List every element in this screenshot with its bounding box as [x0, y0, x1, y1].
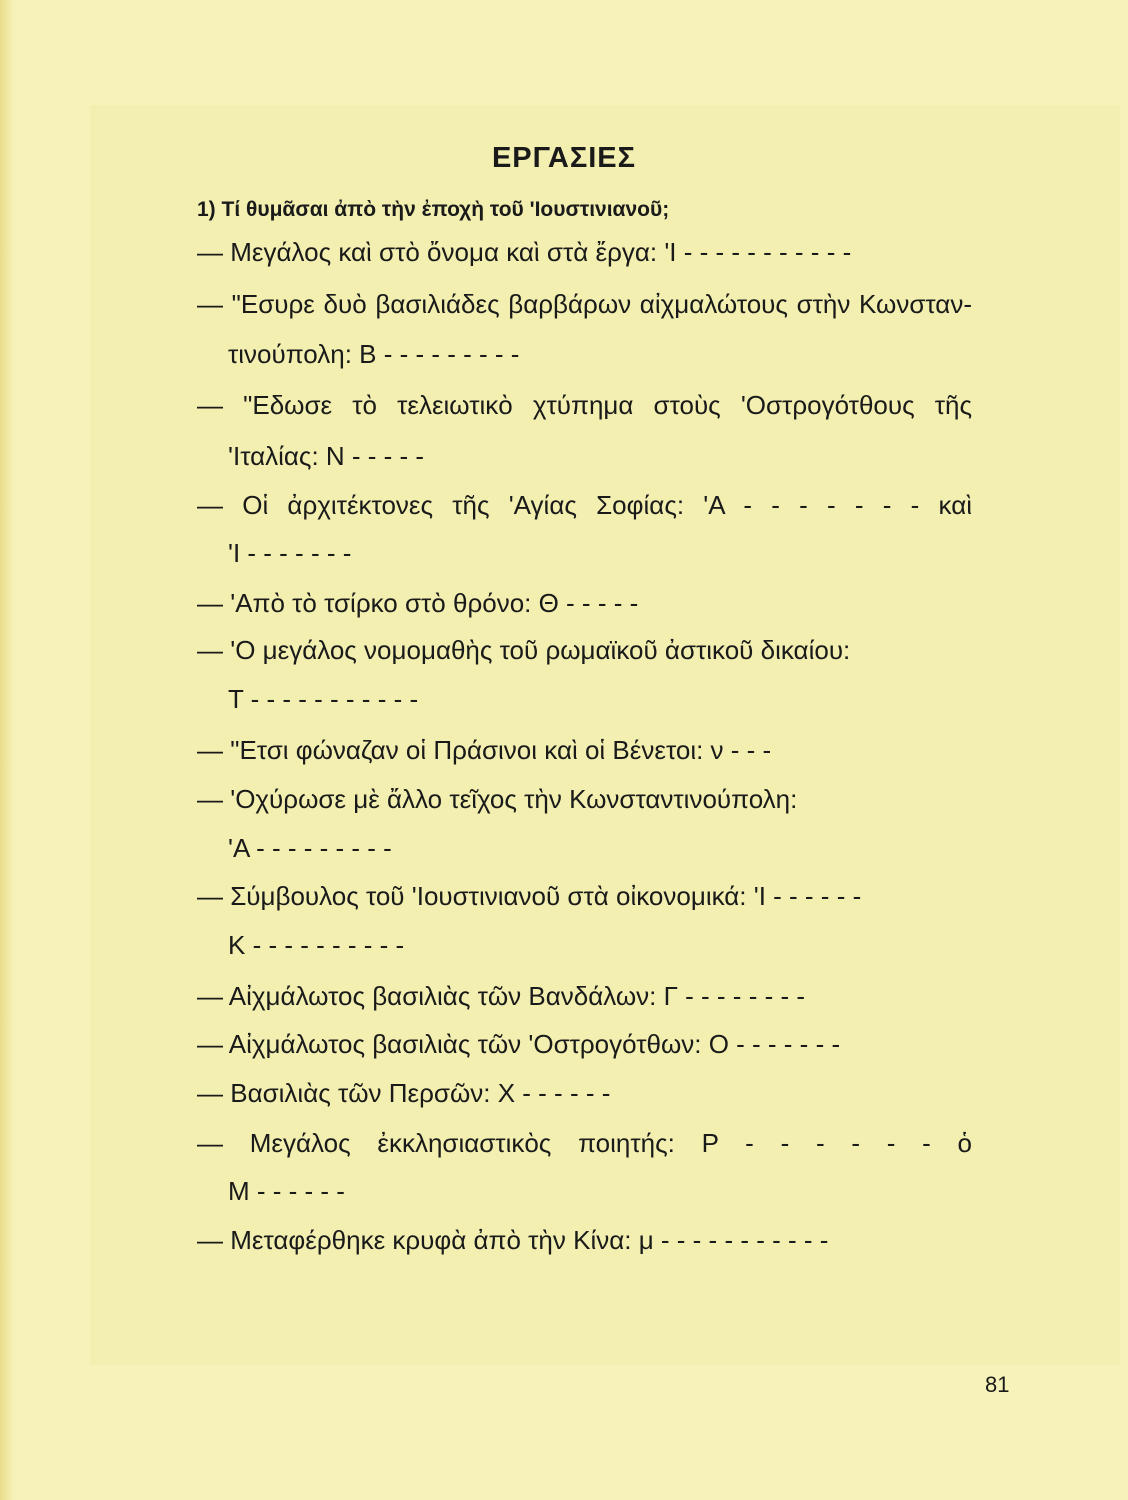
exercise-line: — 'Ο μεγάλος νομομαθὴς τοῦ ρωμαϊκοῦ ἀστικοῦ δικαίου: [197, 635, 851, 665]
exercise-line: — Μεταφέρθηκε κρυφὰ ἀπὸ τὴν Κίνα: μ - - - - - - - - - - - [197, 1225, 829, 1255]
exercise-line-continuation: 'Α - - - - - - - - - [228, 833, 392, 863]
exercise-line-continuation: Τ - - - - - - - - - - - [228, 684, 419, 714]
exercise-line: — "Ετσι φώναζαν οἱ Πράσινοι καὶ οἱ Βένετοι: ν - - - [197, 735, 772, 765]
page-number: 81 [985, 1372, 1010, 1397]
exercise-line: — Οἱ ἀρχιτέκτονες τῆς 'Αγίας Σοφίας: 'Α - - - - - - - καὶ [197, 490, 972, 520]
exercise-line: — Μεγάλος ἐκκλησιαστικὸς ποιητής: Ρ - - - - - - ὁ [197, 1128, 972, 1158]
exercise-line-continuation: 'Ι - - - - - - - [228, 538, 352, 568]
exercise-line-continuation: Κ - - - - - - - - - - [228, 930, 405, 960]
exercise-line-continuation: 'Ιταλίας: Ν - - - - - [228, 441, 425, 471]
exercise-line: — 'Απὸ τὸ τσίρκο στὸ θρόνο: Θ - - - - - [197, 588, 639, 618]
exercise-line: — Αἰχμάλωτος βασιλιὰς τῶν Βανδάλων: Γ - - - - - - - - [197, 981, 805, 1011]
page-edge [0, 0, 14, 1500]
exercise-line: — "Εδωσε τὸ τελειωτικὸ χτύπημα στοὺς 'Οστρογότθους τῆς [197, 390, 972, 420]
exercise-line: — 'Οχύρωσε μὲ ἄλλο τεῖχος τὴν Κωνσταντινούπολη: [197, 784, 798, 814]
exercise-line: — Σύμβουλος τοῦ 'Ιουστινιανοῦ στὰ οἰκονομικά: 'Ι - - - - - - [197, 881, 862, 911]
exercise-line: — Μεγάλος καὶ στὸ ὄνομα καὶ στὰ ἔργα: 'Ι - - - - - - - - - - - [197, 237, 852, 267]
exercise-line: — Αἰχμάλωτος βασιλιὰς τῶν 'Οστρογότθων: Ο - - - - - - - [197, 1029, 841, 1059]
exercise-line: — "Εσυρε δυὸ βασιλιάδες βαρβάρων αἰχμαλώτους στὴν Κωνσταν- [197, 289, 972, 319]
page-title: ΕΡΓΑΣΙΕΣ [491, 142, 637, 174]
exercise-line-continuation: τινούπολη: Β - - - - - - - - - [228, 339, 520, 369]
exercise-line: — Βασιλιὰς τῶν Περσῶν: Χ - - - - - - [197, 1078, 611, 1108]
question-heading: 1) Τί θυμᾶσαι ἀπὸ τὴν ἐποχὴ τοῦ 'Ιουστινιανοῦ; [197, 198, 670, 221]
exercise-line-continuation: Μ - - - - - - [228, 1176, 345, 1206]
